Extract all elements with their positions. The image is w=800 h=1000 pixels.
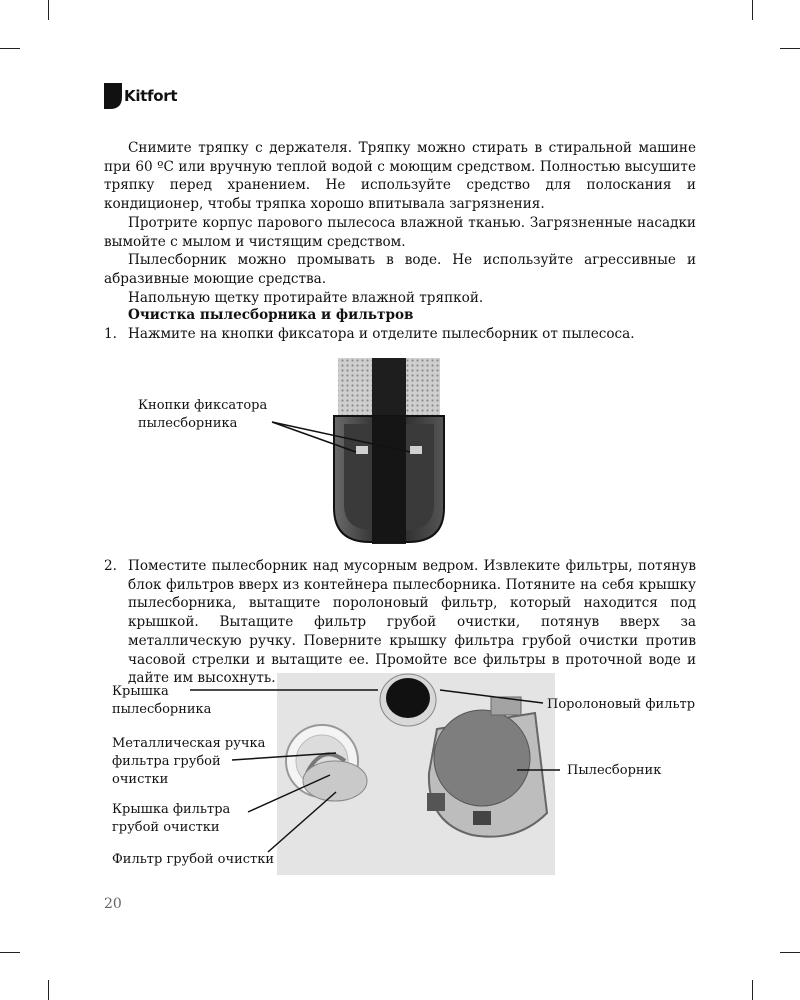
latch-buttons-label: Кнопки фиксатора пылесборника (138, 398, 268, 431)
step-text: Нажмите на кнопки фиксатора и отделите пылесборник от пылесоса. (128, 326, 635, 342)
paragraph: Напольную щетку протирайте влажной тряпкой. (128, 289, 484, 306)
paragraph: Снимите тряпку с держателя. Тряпку можно стирать в стиральной машине при 60 ºС или вручную теплой водой с моющим средством. Полностью высушите тряпку перед хранением. Не используйте средство для полоскания и кондиционер, чтобы тряпка хорошо впитывала загрязнения. (104, 140, 696, 213)
step-text: Поместите пылесборник над мусорным ведром. Извлеките фильтры, потянув блок фильтров вверх из контейнера пылесборника. Потяните на себя крышку пылесборника, вытащите поролоновый фильтр, который находится под крышкой. Вытащите фильтр грубой очистки, потянув вверх за металлическую ручку. Поверните крышку фильтра грубой очистки против часовой стрелки и вытащите ее. Промойте все фильтры в проточной воде и дайте им высохнуть. (128, 558, 696, 687)
dust-container-lid-label: Крышка пылесборника (112, 684, 212, 717)
metal-handle-label: Металлическая ручка фильтра грубой очистки (112, 736, 266, 787)
page-number: 20 (104, 896, 122, 912)
coarse-filter-label: Фильтр грубой очистки (112, 852, 275, 867)
dust-container-label: Пылесборник (567, 763, 662, 778)
foam-filter-label: Поролоновый фильтр (547, 697, 696, 712)
step-number: 1. (104, 326, 117, 342)
coarse-filter-cap-label: Крышка фильтра грубой очистки (112, 802, 231, 835)
paragraph: Протрите корпус парового пылесоса влажной тканью. Загрязненные насадки вымойте с мылом и чистящим средством. (104, 214, 696, 250)
step-number: 2. (104, 558, 117, 574)
paragraph: Пылесборник можно промывать в воде. Не используйте агрессивные и абразивные моющие средства. (104, 252, 696, 287)
brand-name: Kitfort (124, 87, 178, 105)
section-heading: Очистка пылесборника и фильтров (128, 307, 414, 323)
